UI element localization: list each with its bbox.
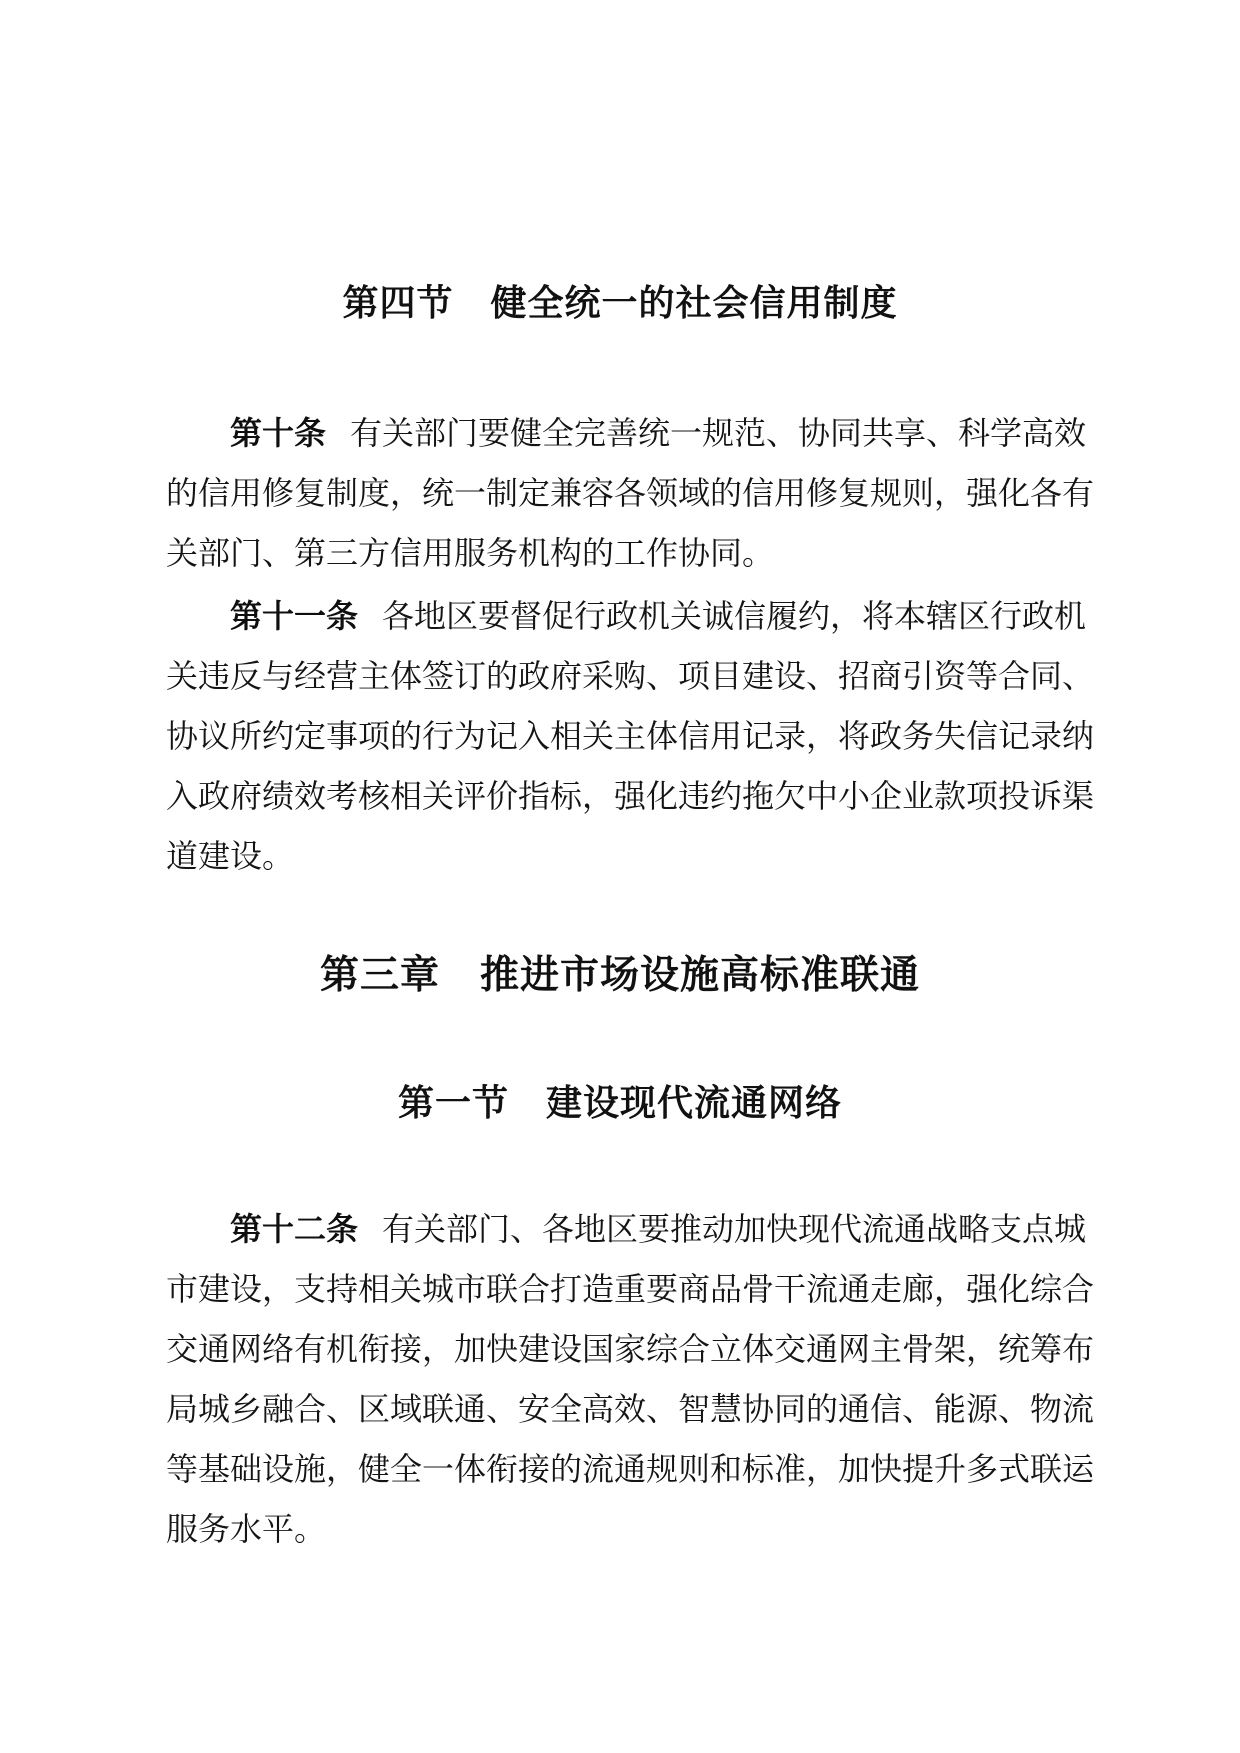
article-10-line-3: 关部门、第三方信用服务机构的工作协同。 bbox=[166, 535, 775, 571]
article-12-line-2: 市建设，支持相关城市联合打造重要商品骨干流通走廊，强化综合 bbox=[166, 1271, 1095, 1307]
article-12 bbox=[166, 1199, 1096, 1559]
article-11-line-4: 入政府绩效考核相关评价指标，强化违约拖欠中小企业款项投诉渠 bbox=[166, 778, 1095, 814]
article-11-number: 第十一条 bbox=[230, 598, 359, 634]
section-4-heading: 第四节 健全统一的社会信用制度 bbox=[342, 282, 898, 323]
first-line-indent bbox=[166, 1239, 230, 1240]
chapter-3-heading: 第三章 推进市场设施高标准联通 bbox=[319, 954, 920, 997]
article-11 bbox=[166, 586, 1096, 886]
text-line bbox=[166, 586, 1096, 646]
article-12-line-6: 服务水平。 bbox=[166, 1511, 327, 1547]
article-10 bbox=[166, 403, 1096, 583]
article-12-line-4: 局城乡融合、区域联通、安全高效、智慧协同的通信、能源、物流 bbox=[166, 1391, 1095, 1427]
article-12-line-5: 等基础设施，健全一体衔接的流通规则和标准，加快提升多式联运 bbox=[166, 1451, 1095, 1487]
text-line bbox=[166, 1199, 1096, 1259]
article-12-number: 第十二条 bbox=[230, 1211, 359, 1247]
article-11-line-5: 道建设。 bbox=[166, 838, 295, 874]
article-11-line-2: 关违反与经营主体签订的政府采购、项目建设、招商引资等合同、 bbox=[166, 658, 1095, 694]
article-12-line-1: 有关部门、各地区要推动加快现代流通战略支点城 bbox=[382, 1211, 1087, 1247]
article-10-line-2: 的信用修复制度，统一制定兼容各领域的信用修复规则，强化各有 bbox=[166, 475, 1095, 511]
article-12-line-3: 交通网络有机衔接，加快建设国家综合立体交通网主骨架，统筹布 bbox=[166, 1331, 1095, 1367]
section-1-heading: 第一节 建设现代流通网络 bbox=[397, 1082, 842, 1123]
first-line-indent bbox=[166, 443, 230, 444]
article-10-line-1: 有关部门要健全完善统一规范、协同共享、科学高效 bbox=[350, 415, 1087, 451]
first-line-indent bbox=[166, 626, 230, 627]
article-10-number: 第十条 bbox=[230, 415, 327, 451]
article-11-line-3: 协议所约定事项的行为记入相关主体信用记录，将政务失信记录纳 bbox=[166, 718, 1095, 754]
article-11-line-1: 各地区要督促行政机关诚信履约，将本辖区行政机 bbox=[382, 598, 1087, 634]
text-line bbox=[166, 403, 1096, 463]
